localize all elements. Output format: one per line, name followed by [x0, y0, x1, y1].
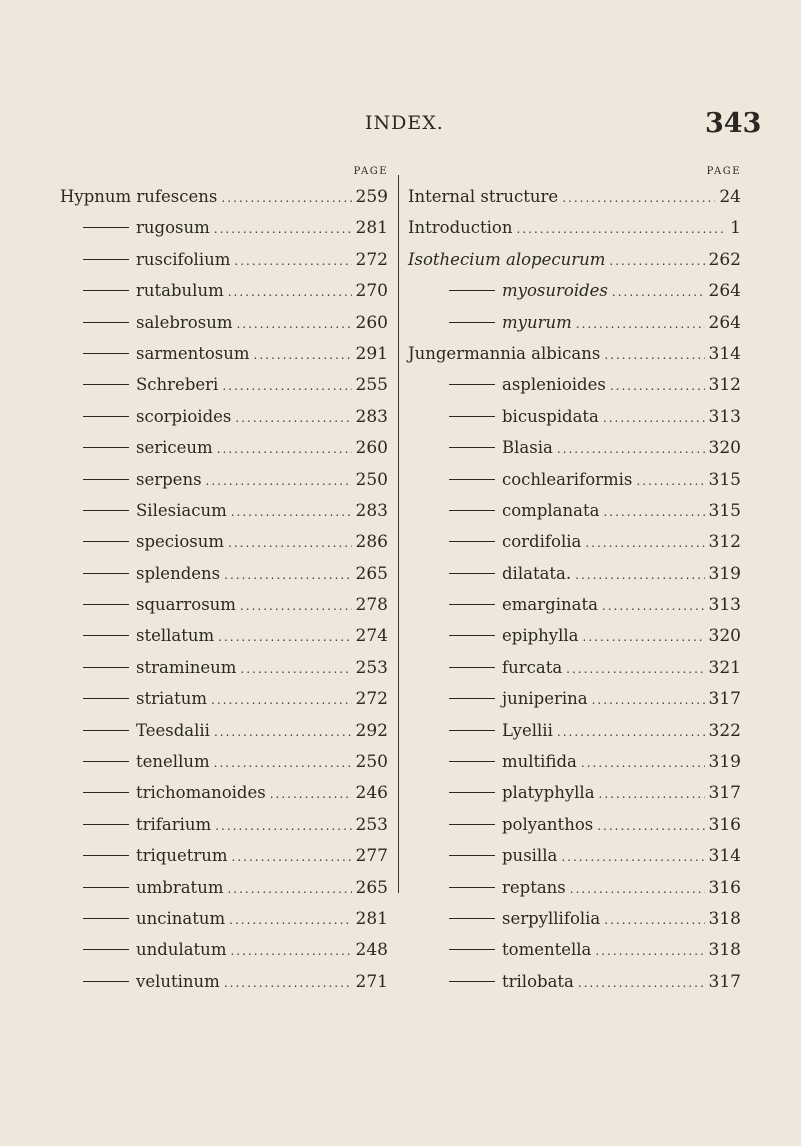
index-entry [60, 564, 388, 595]
entry-page-number: 313 [708, 595, 741, 616]
dot-leader [234, 254, 351, 268]
entry-term: trilobata [502, 971, 574, 991]
entry-page-number: 319 [708, 752, 741, 773]
index-entry [408, 972, 741, 1003]
entry-term: Schreberi [136, 375, 219, 395]
dot-leader [206, 474, 352, 488]
dot-leader [562, 191, 715, 205]
index-entry [60, 658, 388, 689]
dot-leader [578, 976, 705, 990]
ditto-dash [83, 698, 129, 699]
ditto-dash [83, 573, 129, 574]
ditto-dash [449, 573, 495, 574]
index-entry [60, 721, 388, 752]
ditto-dash [83, 384, 129, 385]
entry-page-number: 264 [708, 281, 741, 302]
index-entry [408, 187, 741, 218]
entry-term: Teesdalii [136, 720, 210, 740]
dot-leader [517, 222, 727, 236]
entry-page-number: 250 [355, 469, 388, 490]
entry-term: striatum [136, 689, 208, 709]
page-header [0, 108, 801, 142]
dot-leader [224, 976, 352, 990]
ditto-dash [449, 918, 495, 919]
entry-term: serpens [136, 469, 202, 489]
page-title: INDEX. [365, 112, 444, 134]
entry-term: emarginata [502, 595, 598, 615]
index-entry [408, 501, 741, 532]
entry-page-number: 281 [355, 908, 388, 929]
index-entry [408, 407, 741, 438]
ditto-dash [83, 447, 129, 448]
index-entry [408, 721, 741, 752]
ditto-dash [83, 855, 129, 856]
dot-leader [232, 850, 352, 864]
index-entry [60, 218, 388, 249]
ditto-dash [449, 761, 495, 762]
index-entry [60, 878, 388, 909]
entry-page-number: 265 [355, 877, 388, 898]
entry-term: complanata [502, 500, 600, 520]
entry-page-number: 264 [708, 312, 741, 333]
entry-term: salebrosum [136, 312, 233, 332]
index-entry [408, 846, 741, 877]
dot-leader [570, 882, 705, 896]
entry-page-number: 270 [355, 281, 388, 302]
ditto-dash [449, 730, 495, 731]
ditto-dash [83, 416, 129, 417]
dot-leader [604, 348, 704, 362]
ditto-dash [83, 949, 129, 950]
dot-leader [221, 191, 351, 205]
ditto-dash [83, 918, 129, 919]
entry-page-number: 253 [355, 657, 388, 678]
entry-page-number: 316 [708, 877, 741, 898]
page-column-label: PAGE [353, 166, 388, 177]
ditto-dash [449, 949, 495, 950]
index-entry [60, 470, 388, 501]
entry-term: platyphylla [502, 783, 595, 803]
index-entry [60, 689, 388, 720]
dot-leader [231, 505, 352, 519]
ditto-dash [83, 353, 129, 354]
index-entry [60, 250, 388, 281]
ditto-dash [83, 541, 129, 542]
entry-page-number: 317 [708, 783, 741, 804]
index-entry [60, 344, 388, 375]
index-entry [408, 250, 741, 281]
dot-leader [595, 944, 704, 958]
entry-page-number: 312 [708, 532, 741, 553]
ditto-dash [83, 479, 129, 480]
ditto-dash [83, 227, 129, 228]
ditto-dash [83, 730, 129, 731]
ditto-dash [83, 259, 129, 260]
index-entry [60, 438, 388, 469]
ditto-dash [449, 384, 495, 385]
index-entry [60, 626, 388, 657]
entry-page-number: 319 [708, 563, 741, 584]
entry-term: reptans [502, 877, 566, 897]
index-entry [408, 313, 741, 344]
ditto-dash [449, 887, 495, 888]
ditto-dash [449, 604, 495, 605]
entry-term: Lyellii [502, 720, 553, 740]
index-entry [408, 878, 741, 909]
dot-leader [603, 505, 704, 519]
entry-page-number: 318 [708, 940, 741, 961]
entry-page-number: 320 [708, 626, 741, 647]
dot-leader [228, 536, 352, 550]
entry-term: uncinatum [136, 908, 226, 928]
index-entry [408, 752, 741, 783]
index-entry [408, 815, 741, 846]
dot-leader [214, 725, 352, 739]
index-entry [60, 313, 388, 344]
ditto-dash [83, 667, 129, 668]
page-number: 343 [705, 108, 762, 139]
ditto-dash [449, 698, 495, 699]
index-column-left [60, 165, 388, 1003]
ditto-dash [449, 322, 495, 323]
dot-leader [240, 662, 351, 676]
dot-leader [575, 568, 704, 582]
entry-term: cochleariformis [502, 469, 633, 489]
dot-leader [224, 568, 351, 582]
index-entry [60, 532, 388, 563]
entry-page-number: 320 [708, 438, 741, 459]
dot-leader [557, 442, 705, 456]
entry-page-number: 313 [708, 406, 741, 427]
dot-leader [609, 254, 704, 268]
entry-term: rutabulum [136, 281, 224, 301]
entry-term: polyanthos [502, 814, 594, 834]
index-entry [408, 940, 741, 971]
entry-term: undulatum [136, 940, 227, 960]
dot-leader [557, 725, 705, 739]
entry-term: umbratum [136, 877, 224, 897]
entry-term: scorpioides [136, 406, 232, 426]
entry-page-number: 286 [355, 532, 388, 553]
entry-term: Isothecium alopecurum [408, 249, 606, 269]
entry-term: epiphylla [502, 626, 579, 646]
ditto-dash [83, 290, 129, 291]
dot-leader [561, 850, 704, 864]
entry-term: squarrosum [136, 595, 236, 615]
column-divider [398, 175, 399, 893]
dot-leader [592, 693, 705, 707]
entry-term: dilatata. [502, 563, 572, 583]
entry-page-number: 316 [708, 814, 741, 835]
entry-term: multifida [502, 752, 577, 772]
entry-page-number: 283 [355, 500, 388, 521]
index-entry [408, 689, 741, 720]
entry-page-number: 283 [355, 406, 388, 427]
entry-term: triquetrum [136, 846, 228, 866]
index-entry [408, 281, 741, 312]
ditto-dash [449, 824, 495, 825]
index-entry [408, 470, 741, 501]
entry-page-number: 317 [708, 689, 741, 710]
ditto-dash [83, 510, 129, 511]
entry-term: tenellum [136, 752, 210, 772]
entry-page-number: 278 [355, 595, 388, 616]
ditto-dash [449, 855, 495, 856]
index-entry [408, 375, 741, 406]
index-column-right [408, 165, 741, 1003]
ditto-dash [449, 416, 495, 417]
entry-page-number: 272 [355, 249, 388, 270]
dot-leader [229, 913, 351, 927]
entry-term: ruscifolium [136, 249, 231, 269]
ditto-dash [449, 290, 495, 291]
index-entry [60, 940, 388, 971]
dot-leader [604, 913, 704, 927]
index-entry [408, 626, 741, 657]
entry-page-number: 265 [355, 563, 388, 584]
dot-leader [211, 693, 352, 707]
dot-leader [215, 819, 351, 833]
dot-leader [227, 882, 351, 896]
index-entry [60, 281, 388, 312]
entry-term: trifarium [136, 814, 212, 834]
entry-term: trichomanoides [136, 783, 266, 803]
index-entry [408, 909, 741, 940]
entry-page-number: 322 [708, 720, 741, 741]
entry-term: stramineum [136, 657, 237, 677]
entry-term: speciosum [136, 532, 224, 552]
entry-term: rugosum [136, 218, 210, 238]
index-entry [60, 407, 388, 438]
entry-term: juniperina [502, 689, 588, 709]
entry-page-number: 246 [355, 783, 388, 804]
index-entries-right [408, 187, 741, 1003]
index-entry [408, 218, 741, 249]
index-entry [60, 187, 388, 218]
index-entry [408, 595, 741, 626]
entry-term: cordifolia [502, 532, 582, 552]
entry-page-number: 314 [708, 343, 741, 364]
index-entry [408, 658, 741, 689]
dot-leader [235, 411, 351, 425]
dot-leader [597, 819, 704, 833]
entry-term: sarmentosum [136, 343, 250, 363]
index-entry [60, 375, 388, 406]
index-entry [60, 909, 388, 940]
dot-leader [230, 944, 351, 958]
dot-leader [222, 379, 351, 393]
entry-page-number: 318 [708, 908, 741, 929]
dot-leader [214, 756, 352, 770]
dot-leader [602, 599, 705, 613]
index-entry [60, 815, 388, 846]
entry-term: stellatum [136, 626, 215, 646]
index-entry [60, 972, 388, 1003]
index-entry [408, 783, 741, 814]
dot-leader [576, 317, 705, 331]
ditto-dash [449, 667, 495, 668]
ditto-dash [83, 635, 129, 636]
entry-term: serpyllifolia [502, 908, 601, 928]
entry-page-number: 312 [708, 375, 741, 396]
entry-term: myosuroides [502, 281, 608, 301]
entry-page-number: 1 [730, 218, 741, 239]
entry-term: Silesiacum [136, 500, 227, 520]
entry-page-number: 277 [355, 846, 388, 867]
entry-term: bicuspidata [502, 406, 599, 426]
entry-page-number: 315 [708, 500, 741, 521]
ditto-dash [83, 887, 129, 888]
entry-term: pusilla [502, 846, 558, 866]
dot-leader [566, 662, 704, 676]
index-entry [408, 344, 741, 375]
dot-leader [612, 285, 705, 299]
entry-term: Blasia [502, 438, 553, 458]
dot-leader [214, 222, 352, 236]
entry-page-number: 315 [708, 469, 741, 490]
index-entry [60, 501, 388, 532]
dot-leader [218, 630, 351, 644]
entry-term: Introduction [408, 218, 513, 238]
entry-term: furcata [502, 657, 563, 677]
ditto-dash [449, 479, 495, 480]
ditto-dash [449, 635, 495, 636]
index-entries-left [60, 187, 388, 1003]
entry-page-number: 262 [708, 249, 741, 270]
dot-leader [583, 630, 705, 644]
index-entry [60, 783, 388, 814]
index-entry [60, 595, 388, 626]
entry-term: Internal structure [408, 187, 559, 206]
dot-leader [236, 317, 351, 331]
ditto-dash [449, 541, 495, 542]
dot-leader [603, 411, 705, 425]
entry-page-number: 24 [719, 187, 741, 207]
entry-page-number: 253 [355, 814, 388, 835]
entry-page-number: 271 [355, 971, 388, 992]
entry-page-number: 259 [355, 187, 388, 207]
entry-term: tomentella [502, 940, 592, 960]
entry-page-number: 321 [708, 657, 741, 678]
entry-page-number: 317 [708, 971, 741, 992]
entry-page-number: 255 [355, 375, 388, 396]
ditto-dash [449, 510, 495, 511]
dot-leader [610, 379, 705, 393]
ditto-dash [83, 792, 129, 793]
dot-leader [270, 787, 352, 801]
ditto-dash [449, 981, 495, 982]
entry-page-number: 248 [355, 940, 388, 961]
dot-leader [581, 756, 705, 770]
index-entry [408, 564, 741, 595]
entry-term: myurum [502, 312, 572, 332]
entry-page-number: 272 [355, 689, 388, 710]
ditto-dash [449, 447, 495, 448]
page-column-label: PAGE [706, 166, 741, 177]
dot-leader [599, 787, 705, 801]
entry-page-number: 250 [355, 752, 388, 773]
dot-leader [228, 285, 352, 299]
entry-term: sericeum [136, 438, 213, 458]
ditto-dash [449, 792, 495, 793]
entry-page-number: 291 [355, 343, 388, 364]
dot-leader [240, 599, 352, 613]
index-entry [60, 752, 388, 783]
index-entry [408, 532, 741, 563]
entry-page-number: 292 [355, 720, 388, 741]
entry-term: asplenioides [502, 375, 606, 395]
ditto-dash [83, 981, 129, 982]
index-entry [60, 846, 388, 877]
entry-term: Hypnum rufescens [60, 187, 218, 206]
entry-page-number: 281 [355, 218, 388, 239]
ditto-dash [83, 604, 129, 605]
dot-leader [254, 348, 352, 362]
ditto-dash [83, 761, 129, 762]
dot-leader [217, 442, 352, 456]
entry-term: splendens [136, 563, 221, 583]
ditto-dash [83, 824, 129, 825]
entry-term: Jungermannia albicans [408, 343, 601, 363]
entry-term: velutinum [136, 971, 220, 991]
dot-leader [585, 536, 704, 550]
entry-page-number: 260 [355, 312, 388, 333]
ditto-dash [83, 322, 129, 323]
entry-page-number: 314 [708, 846, 741, 867]
dot-leader [636, 474, 704, 488]
entry-page-number: 274 [355, 626, 388, 647]
index-entry [408, 438, 741, 469]
entry-page-number: 260 [355, 438, 388, 459]
